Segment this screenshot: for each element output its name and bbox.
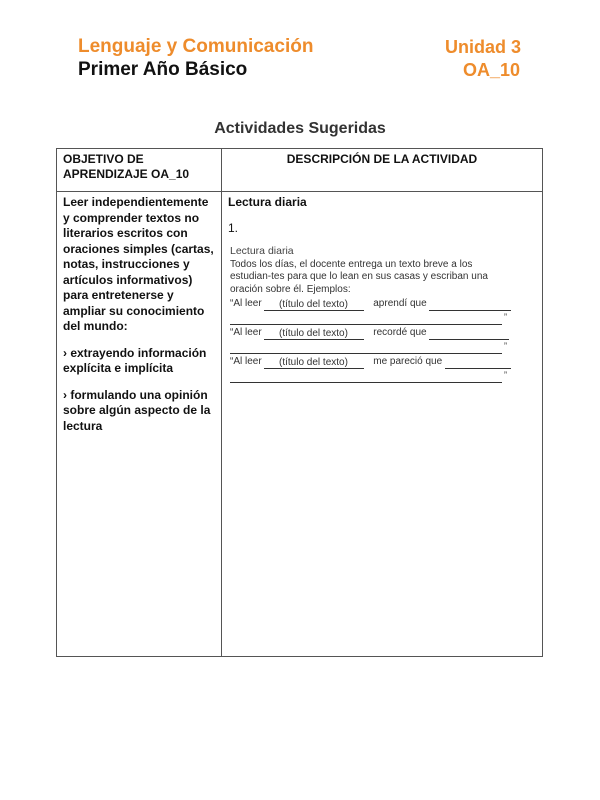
example-line <box>230 298 512 312</box>
answer-line: ” <box>230 313 502 325</box>
example-title-blank: (título del texto) <box>276 299 350 311</box>
activity-table <box>56 148 543 657</box>
description-cell <box>228 195 538 380</box>
embedded-activity-image <box>230 245 512 383</box>
example-start: “Al leer <box>230 327 262 338</box>
header-divider <box>57 191 542 192</box>
example-start: “Al leer <box>230 298 262 309</box>
example-phrase: me pareció que <box>373 356 443 367</box>
grade-title: Primer Año Básico <box>78 59 248 80</box>
example-title-blank: (título del texto) <box>276 357 350 369</box>
embedded-title: Lectura diaria <box>230 245 294 257</box>
unit-label: Unidad 3 <box>444 37 521 57</box>
objective-bullet-1: › extrayendo información explícita e implícita <box>63 345 207 375</box>
objective-bullet-2: › formulando una opinión sobre algún aspecto de la lectura <box>63 387 211 433</box>
answer-line: ” <box>230 371 502 383</box>
objective-cell <box>63 195 218 445</box>
example-line <box>230 327 512 341</box>
example-title-blank: (título del texto) <box>276 328 350 340</box>
activity-title: Lectura diaria <box>228 195 307 209</box>
example-phrase: recordé que <box>373 327 427 338</box>
subject-title: Lenguaje y Comunicación <box>78 36 314 57</box>
objective-column-header: OBJETIVO DE APRENDIZAJE OA_10 <box>63 152 190 181</box>
section-title: Actividades Sugeridas <box>214 120 386 137</box>
description-column-header: DESCRIPCIÓN DE LA ACTIVIDAD <box>286 152 478 166</box>
objective-text: Leer independientemente y comprender textos no literarios escritos con oraciones simples (cartas, notas, instrucciones y artículos informativos) para entretenerse y ampliar su conocimiento del mundo: <box>63 195 214 333</box>
objective-code: OA_10 <box>462 60 520 80</box>
activity-number: 1. <box>228 221 239 235</box>
example-line <box>230 356 512 370</box>
example-start: “Al leer <box>230 356 262 367</box>
column-divider <box>221 149 222 656</box>
example-phrase: aprendí que <box>373 298 427 309</box>
answer-line: ” <box>230 342 502 354</box>
embedded-intro: Todos los días, el docente entrega un texto breve a los estudian-tes para que lo lean en sus casas y escriban una oración sobre él. Ejemplos: <box>230 258 488 295</box>
